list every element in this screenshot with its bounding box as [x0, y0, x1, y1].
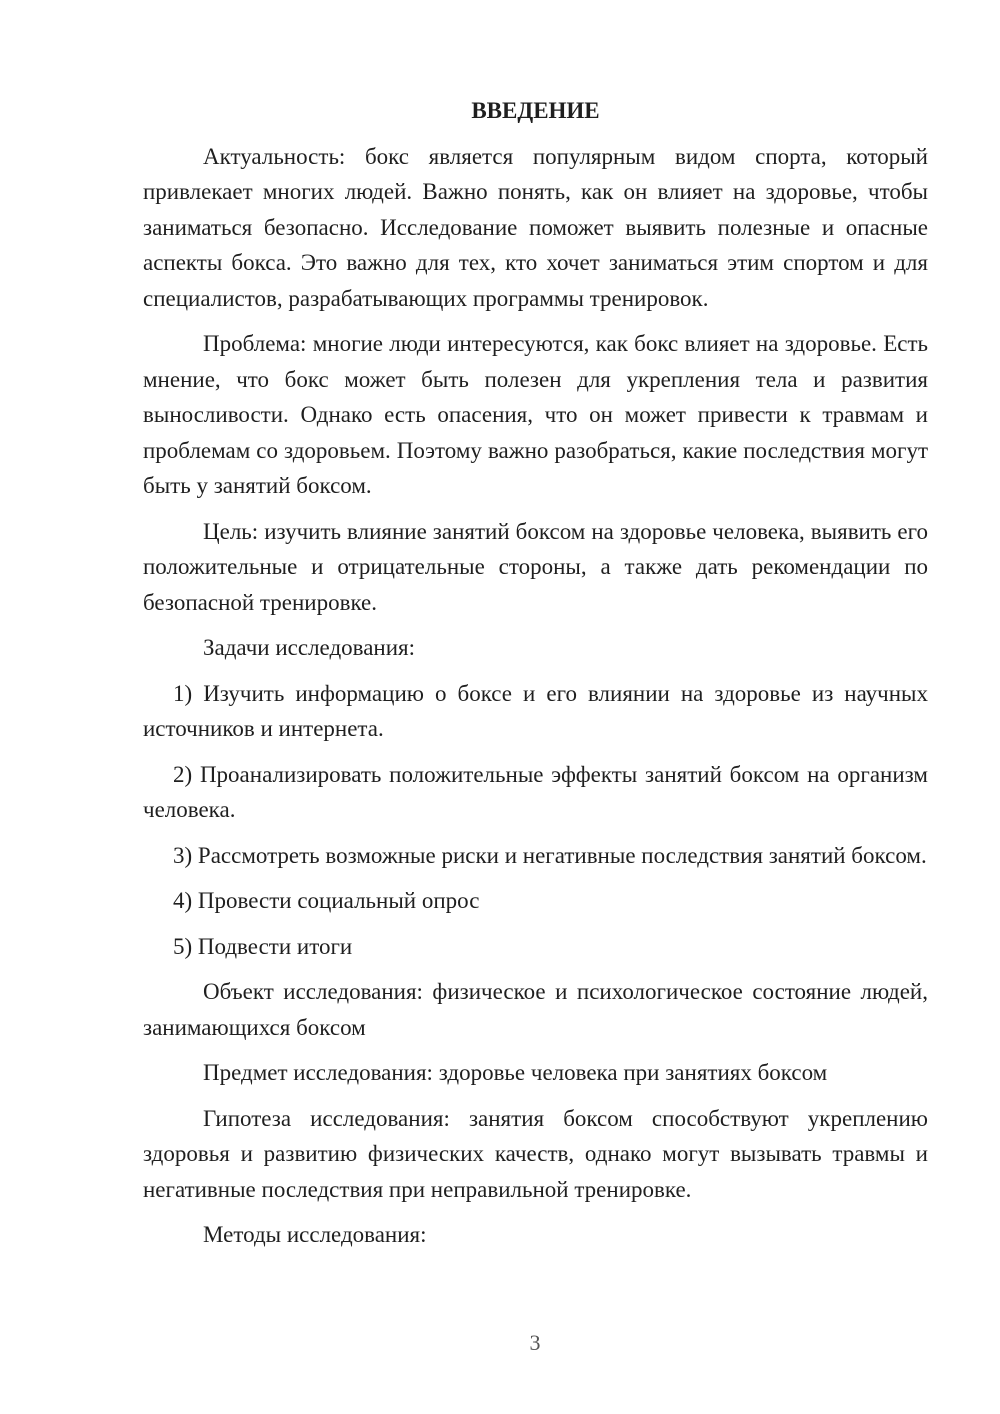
- task-item-3: 3) Рассмотреть возможные риски и негативные последствия занятий боксом.: [173, 842, 927, 868]
- paragraph-subject: Предмет исследования: здоровье человека при занятиях боксом: [203, 1060, 828, 1085]
- paragraph-problem: Проблема: многие люди интересуются, как бокс влияет на здоровье. Есть мнение, что бокс может быть полезен для укрепления тела и развития выносливости. Однако есть опасения, что он может привести к травмам и проблемам со здоровьем. Поэтому важно разобраться, какие последствия могут быть у занятий боксом.: [143, 331, 928, 498]
- task-item-2: 2) Проанализировать положительные эффекты занятий боксом на организм человека.: [143, 761, 928, 822]
- task-item-4: 4) Провести социальный опрос: [173, 888, 480, 913]
- page-content: [143, 93, 928, 1263]
- task-item-1: 1) Изучить информацию о боксе и его влиянии на здоровье из научных источников и интернета.: [143, 680, 928, 741]
- paragraph-tasks-heading: Задачи исследования:: [203, 635, 416, 660]
- paragraph-object: Объект исследования: физическое и психологическое состояние людей, занимающихся боксом: [143, 979, 928, 1040]
- page-number: 3: [529, 1330, 541, 1355]
- paragraph-methods: Методы исследования:: [203, 1222, 427, 1247]
- paragraph-goal: Цель: изучить влияние занятий боксом на здоровье человека, выявить его положительные и отрицательные стороны, а также дать рекомендации по безопасной тренировке.: [143, 518, 928, 615]
- paragraph-hypothesis: Гипотеза исследования: занятия боксом способствуют укреплению здоровья и развитию физических качеств, однако могут вызывать травмы и негативные последствия при неправильной тренировке.: [143, 1105, 928, 1202]
- task-item-5: 5) Подвести итоги: [173, 933, 353, 959]
- page-title: ВВЕДЕНИЕ: [471, 98, 600, 123]
- paragraph-relevance: Актуальность: бокс является популярным видом спорта, который привлекает многих людей. Важно понять, как он влияет на здоровье, чтобы заниматься безопасно. Исследование поможет выявить полезные и опасные аспекты бокса. Это важно для тех, кто хочет заниматься этим спортом и для специалистов, разрабатывающих программы тренировок.: [143, 143, 928, 311]
